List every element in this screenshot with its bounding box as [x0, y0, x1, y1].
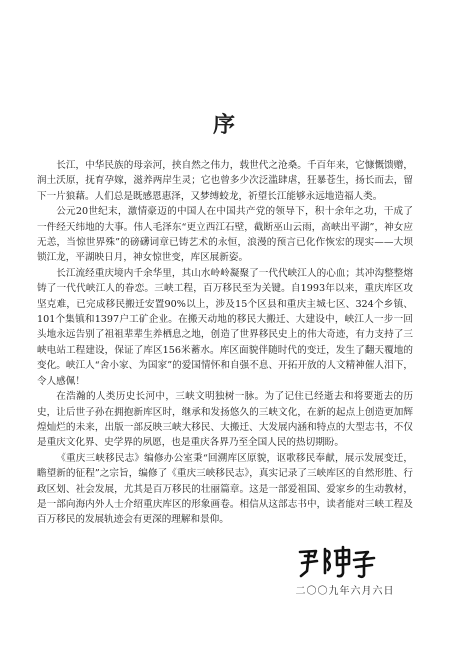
preface-title: 序 [212, 112, 237, 138]
paragraph: 在浩瀚的人类历史长河中，三峡文明独树一脉。为了记住已经逝去和将要逝去的历史，让后世子孙在拥抱新库区时，继承和发扬悠久的三峡文化，在新的起点上创造更加辉煌灿烂的未来，出版一部反映三峡大移民、大搬迁、大发展内涵和特点的大型志书，不仅是重庆文化界、史学界的夙愿，也是重庆各界乃至全国人民的热切期盼。 [37, 391, 413, 449]
paragraph: 《重庆三峡移民志》编修办公室秉“回溯库区原貌，讴歌移民奉献，展示发展变迁，瞻望新的征程”之宗旨，编修了《重庆三峡移民志》，真实记录了三峡库区的自然形胜、行政区划、社会发展，尤其是百万移民的壮丽篇章。这是一部爱祖国、爱家乡的生动教材，是一部向海内外人士介绍重庆库区的形象画卷。相信从这部志书中，读者能对三峡工程及百万移民的发展轨迹会有更深的理解和景仰。 [37, 452, 413, 526]
handwritten-signature [294, 543, 384, 581]
paragraph: 长江流经重庆境内千余华里，其山水岭岭凝聚了一代代峡江人的心血；其冲沟整整熔铸了一代代峡江人的眷恋。三峡工程，百万移民至为关键。自1993年以来，重庆库区攻坚克难，已完成移民搬迁安置90%以上，涉及15个区县和重庆主城七区、324个乡镇、101个集镇和1397户工矿企业。在搬天动地的移民大搬迁、大建设中，峡江人一步一回头地永远告别了祖祖辈辈生养栖息之地，创造了世界移民史上的伟大奇迹，有力支持了三峡电站工程建设，保证了库区156米蓄水。库区面貌伴随时代的变迁，发生了翻天覆地的变化。峡江人“舍小家、为国家”的爱国情怀和自强不息、开拓开放的人文精神催人泪下，令人感佩！ [37, 267, 413, 387]
date-line: 二〇〇九年六月六日 [295, 586, 395, 597]
preface-body [37, 158, 413, 528]
paragraph: 长江，中华民族的母亲河，挟自然之伟力，载世代之沧桑。千百年来，它慷慨馈赠，润土沃原，抚育孕嫁，滋养两岸生灵；它也曾多少次泛滥肆虐，狂暴苍生，扬长而去，留下一片狼藉。人们总是既感恩惠泽，又梦缚蛟龙，祈望长江能够永远地造福人类。 [37, 160, 413, 202]
paragraph: 公元20世纪末，激情豪迈的中国人在中国共产党的领导下，积十余年之功，干成了一件经天纬地的大事。伟人毛泽东“更立西江石壁，截断巫山云雨，高峡出平湖”，神女应无恙，当惊世界殊”的磅礴词章已铸艺术的永恒，浪漫的预言已化作恢宏的现实——大坝锁江龙，平湖映日月，神女惊世变，库区展新姿。 [37, 206, 413, 264]
